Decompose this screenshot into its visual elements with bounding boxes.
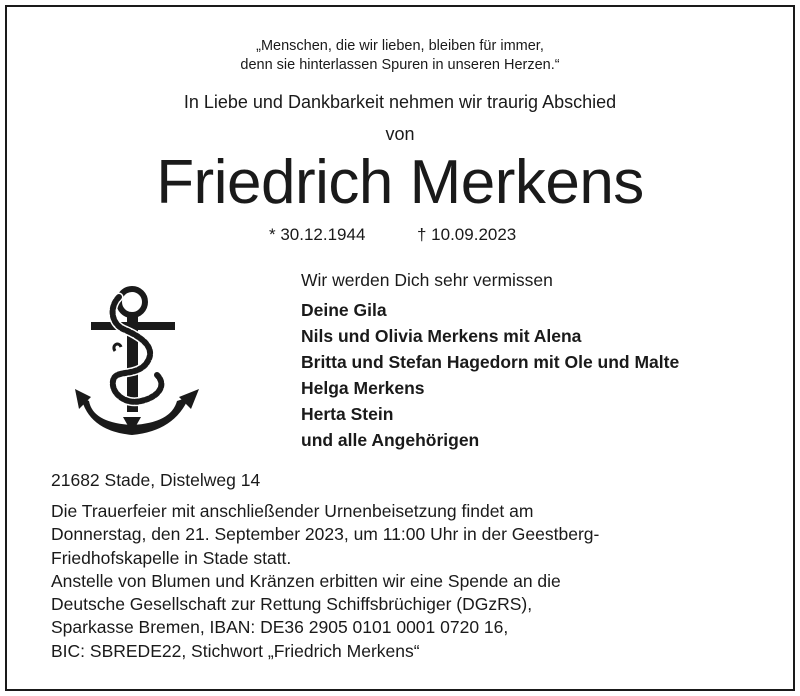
anchor-with-rope-icon <box>75 285 205 435</box>
notice-line: Donnerstag, den 21. September 2023, um 11:00 Uhr in der Geestberg- <box>51 524 600 545</box>
notice-line: Friedhofskapelle in Stade statt. <box>51 547 292 568</box>
notice-line: BIC: SBREDE22, Stichwort „Friedrich Merkens“ <box>51 640 420 661</box>
quote-line-2: denn sie hinterlassen Spuren in unseren Herzen.“ <box>240 57 560 73</box>
obituary-frame <box>5 5 795 691</box>
mourner-name: Helga Merkens <box>301 378 425 398</box>
deceased-name: Friedrich Merkens <box>156 148 644 217</box>
mourners-list <box>301 297 679 453</box>
notice-text <box>51 500 599 663</box>
birth-date: * 30.12.1944 <box>269 225 366 244</box>
notice-line: Deutsche Gesellschaft zur Rettung Schiffsbrüchiger (DGzRS), <box>51 594 533 615</box>
mourner-name: Herta Stein <box>301 404 394 424</box>
mourner-name: Nils und Olivia Merkens mit Alena <box>301 326 582 346</box>
mourner-name: und alle Angehörigen <box>301 430 480 450</box>
notice-line: Die Trauerfeier mit anschließender Urnenbeisetzung findet am <box>51 501 534 521</box>
mourner-name: Britta und Stefan Hagedorn mit Ole und Malte <box>301 352 680 372</box>
address: 21682 Stade, Distelweg 14 <box>51 470 261 490</box>
quote-line-1: „Menschen, die wir lieben, bleiben für immer, <box>256 38 544 54</box>
mourner-name: Deine Gila <box>301 300 387 320</box>
death-date: † 10.09.2023 <box>417 225 517 244</box>
intro-line-2: von <box>385 124 415 144</box>
mourners-heading: Wir werden Dich sehr vermissen <box>301 270 553 290</box>
notice-line: Sparkasse Bremen, IBAN: DE36 2905 0101 0001 0720 16, <box>51 617 509 638</box>
notice-line: Anstelle von Blumen und Kränzen erbitten wir eine Spende an die <box>51 570 561 591</box>
intro-line-1: In Liebe und Dankbarkeit nehmen wir traurig Abschied <box>183 92 617 112</box>
